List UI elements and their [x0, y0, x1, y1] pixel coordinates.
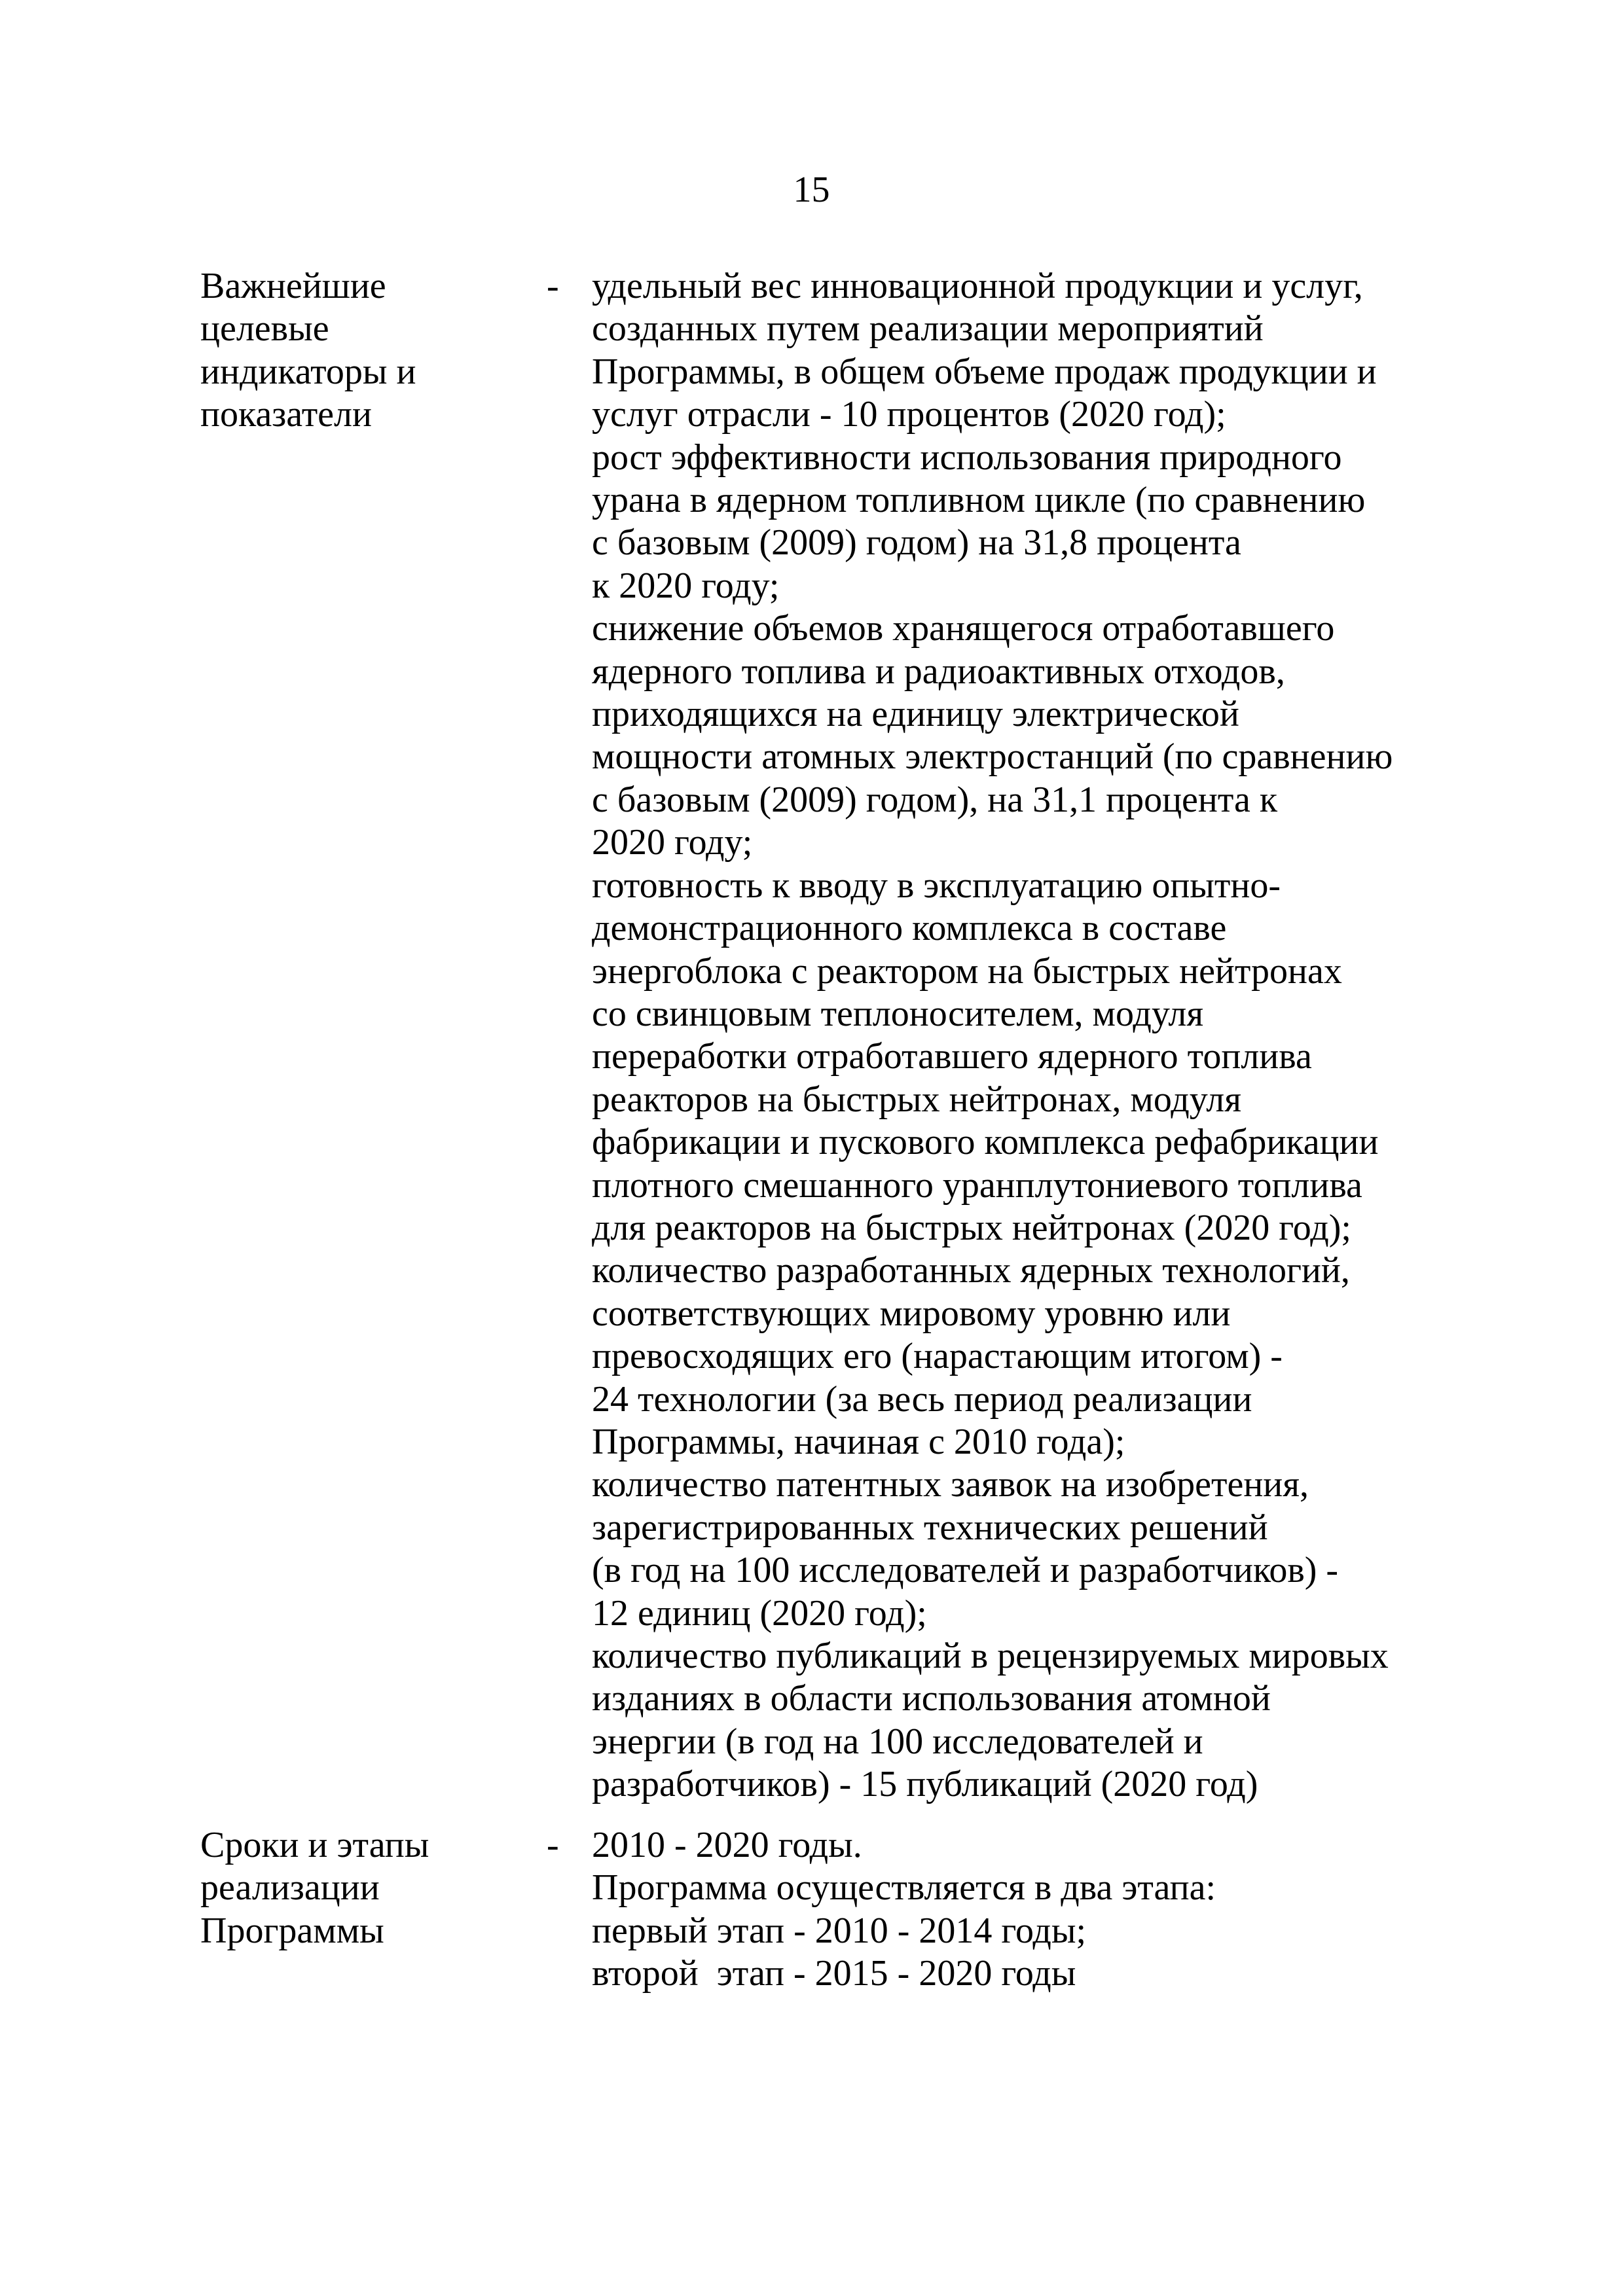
text-line: целевые: [200, 308, 329, 350]
text-line: изданиях в области использования атомной: [592, 1678, 1271, 1719]
text-line: второй этап - 2015 - 2020 годы: [592, 1953, 1076, 1994]
text-line: ядерного топлива и радиоактивных отходов,: [592, 651, 1285, 692]
text-line: разработчиков) - 15 публикаций (2020 год): [592, 1764, 1258, 1805]
timeline-dash: -: [547, 1825, 559, 1865]
text-line: плотного смешанного уранплутониевого топлива: [592, 1164, 1362, 1206]
text-line: индикаторы и: [200, 351, 416, 392]
page-number: 15: [793, 170, 830, 210]
text-line: мощности атомных электростанций (по сравнению: [592, 736, 1393, 778]
text-line: Программы, начиная с 2010 года);: [592, 1421, 1125, 1462]
timeline-body: [592, 1824, 1522, 1996]
text-line: энергоблока с реактором на быстрых нейтронах: [592, 950, 1342, 992]
text-line: реакторов на быстрых нейтронах, модуля: [592, 1079, 1241, 1120]
text-line: 12 единиц (2020 год);: [592, 1592, 927, 1634]
indicators-dash: -: [547, 266, 559, 306]
text-line: с базовым (2009) годом) на 31,8 процента: [592, 522, 1241, 564]
text-line: зарегистрированных технических решений: [592, 1507, 1268, 1548]
text-line: количество публикаций в рецензируемых мировых: [592, 1636, 1389, 1676]
text-line: превосходящих его (нарастающим итогом) -: [592, 1336, 1283, 1377]
text-line: фабрикации и пускового комплекса рефабрикации: [592, 1122, 1379, 1163]
text-line: соответствующих мировому уровню или: [592, 1293, 1231, 1334]
indicators-body: [592, 265, 1522, 1806]
text-line: урана в ядерном топливном цикле (по сравнению: [592, 480, 1366, 521]
text-line: переработки отработавшего ядерного топлива: [592, 1036, 1312, 1077]
text-line: демонстрационного комплекса в составе: [592, 908, 1227, 949]
text-line: 2020 году;: [592, 822, 753, 863]
text-line: снижение объемов хранящегося отработавшего: [592, 608, 1335, 649]
text-line: услуг отрасли - 10 процентов (2020 год);: [592, 394, 1226, 435]
text-line: количество разработанных ядерных технологий,: [592, 1250, 1350, 1291]
text-line: с базовым (2009) годом), на 31,1 процента к: [592, 779, 1278, 820]
text-line: для реакторов на быстрых нейтронах (2020 год);: [592, 1207, 1351, 1248]
indicators-label: [200, 265, 501, 437]
timeline-label: [200, 1824, 501, 1952]
text-line: готовность к вводу в эксплуатацию опытно-: [592, 865, 1281, 906]
text-line: количество патентных заявок на изобретения,: [592, 1464, 1309, 1505]
text-line: 2010 - 2020 годы.: [592, 1825, 862, 1865]
text-line: 24 технологии (за весь период реализации: [592, 1378, 1252, 1420]
text-line: Программы: [200, 1910, 384, 1951]
text-line: Важнейшие: [200, 266, 386, 306]
text-line: со свинцовым теплоносителем, модуля: [592, 993, 1204, 1034]
text-line: Программа осуществляется в два этапа:: [592, 1867, 1216, 1909]
text-line: Программы, в общем объеме продаж продукции и: [592, 351, 1377, 392]
text-line: энергии (в год на 100 исследователей и: [592, 1721, 1203, 1762]
text-line: приходящихся на единицу электрической: [592, 694, 1239, 735]
text-line: удельный вес инновационной продукции и услуг,: [592, 266, 1363, 306]
text-line: Сроки и этапы: [200, 1825, 429, 1865]
text-line: реализации: [200, 1867, 380, 1909]
text-line: рост эффективности использования природного: [592, 437, 1342, 478]
text-line: показатели: [200, 394, 372, 435]
text-line: первый этап - 2010 - 2014 годы;: [592, 1910, 1087, 1951]
text-line: к 2020 году;: [592, 565, 780, 606]
text-line: (в год на 100 исследователей и разработчиков) -: [592, 1550, 1339, 1591]
text-line: созданных путем реализации мероприятий: [592, 308, 1264, 350]
